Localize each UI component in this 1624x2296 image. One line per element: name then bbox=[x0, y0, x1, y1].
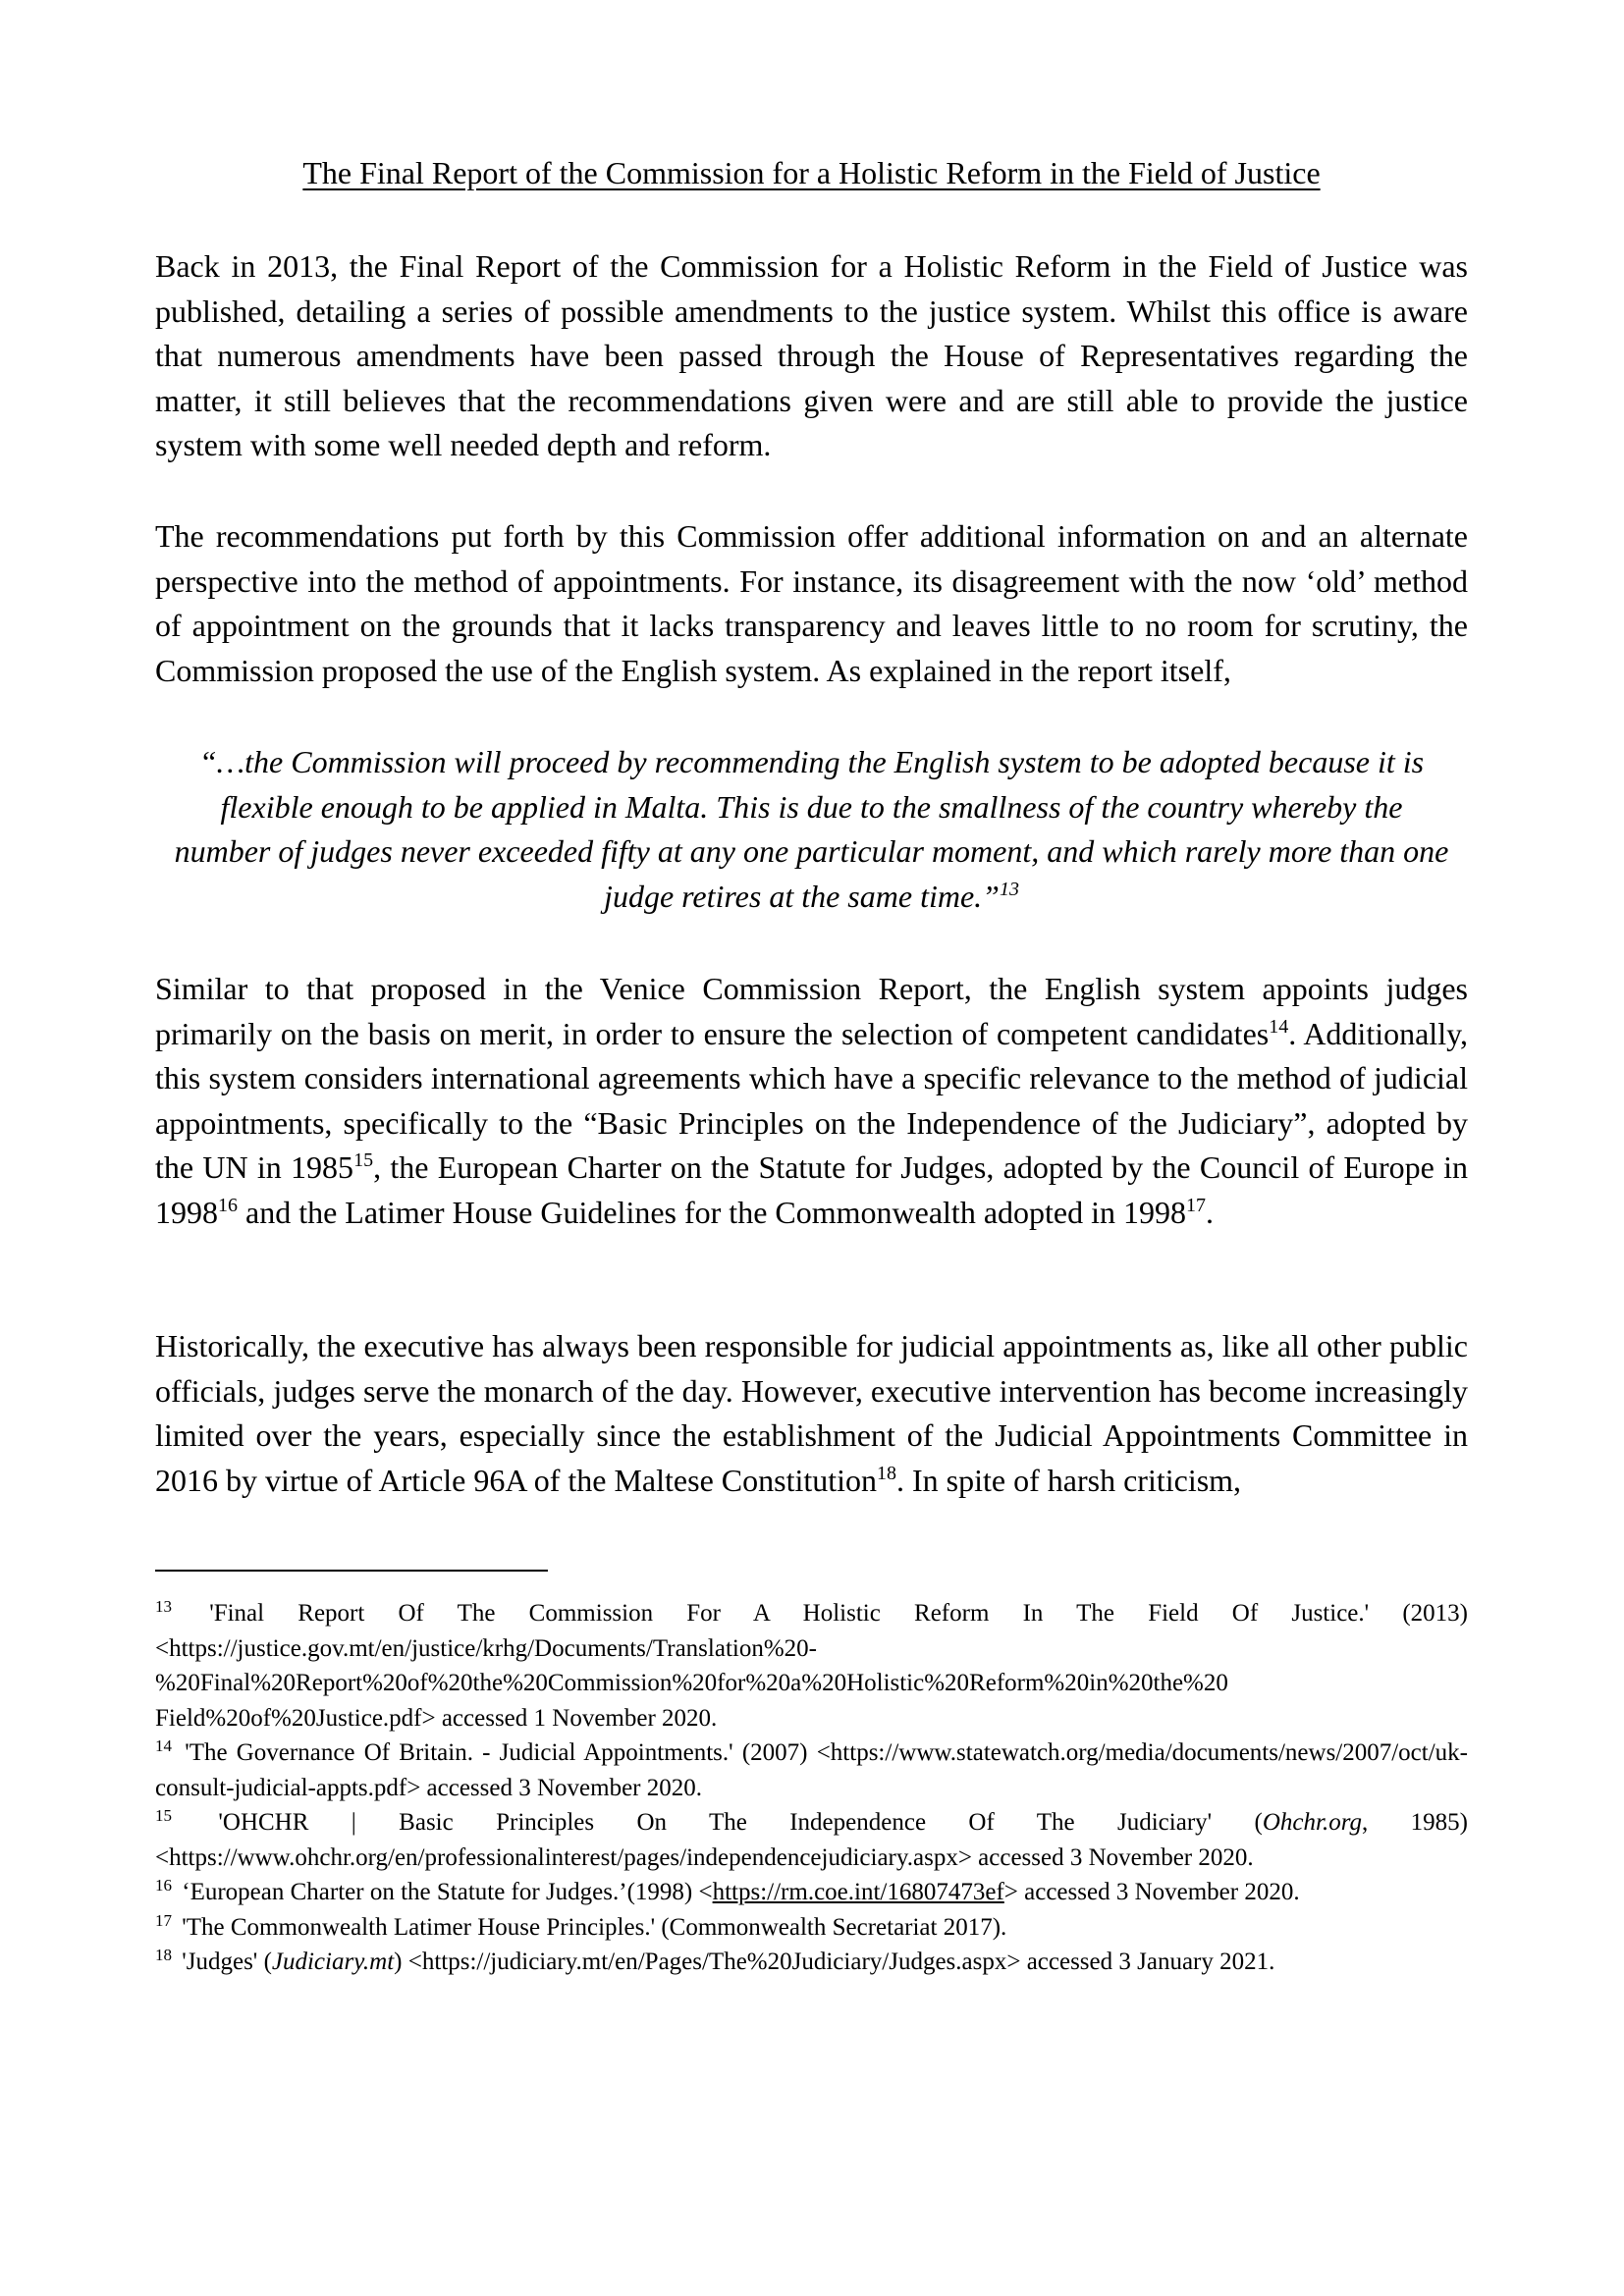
footnote-13 bbox=[155, 1596, 1468, 1735]
paragraph-4-text: Historically, the executive has always been responsible for judicial appointments as, like all other public officials, judges serve the monarch of the day. However, executive intervention has become increasingly limited over the years, especially since the establishment of the Judicial Appointments Committee in 2016 by virtue of Article 96A of the Maltese Constitution bbox=[155, 1328, 1468, 1498]
paragraph-3-text: and the Latimer House Guidelines for the Commonwealth adopted in 1998 bbox=[238, 1194, 1186, 1230]
block-quote bbox=[155, 740, 1468, 919]
footnote-text: 'The Governance Of Britain. - Judicial Appointments.' (2007) <https://www.statewatch.org/media/documents/news/2007/oct/uk-consult-judicial-appts.pdf> accessed 3 November 2020. bbox=[155, 1739, 1468, 1801]
footnote-number: 16 bbox=[155, 1876, 172, 1895]
paragraph-3-text: . bbox=[1206, 1194, 1214, 1230]
paragraph-3-text: , the European Charter on the Statute for Judges, adopted by the Council of Europe in 1998 bbox=[155, 1149, 1469, 1230]
footnote-text: > accessed 3 November 2020. bbox=[1003, 1879, 1300, 1905]
footnote-15 bbox=[155, 1805, 1468, 1875]
footnote-text: ) <https://judiciary.mt/en/Pages/The%20Judiciary/Judges.aspx> accessed 3 January 2021. bbox=[394, 1949, 1275, 1975]
footnote-text: ‘European Charter on the Statute for Judges.’(1998) < bbox=[176, 1879, 713, 1905]
footnote-number: 15 bbox=[155, 1806, 172, 1825]
footnote-ref-18[interactable]: 18 bbox=[877, 1462, 897, 1484]
footnote-link[interactable]: https://rm.coe.int/16807473ef bbox=[712, 1879, 1004, 1905]
footnote-ref-15[interactable]: 15 bbox=[353, 1149, 374, 1171]
footnote-ref-17[interactable]: 17 bbox=[1186, 1194, 1206, 1216]
footnote-17 bbox=[155, 1910, 1468, 1946]
footnote-ref-13[interactable]: 13 bbox=[999, 878, 1019, 900]
footnote-text: 'Final Report Of The Commission For A Holistic Reform In The Field Of Justice.' (2013) <https://justice.gov.mt/en/justice/krhg/Documents/Translation%20- %20Final%20Report%20of%20the%20Commission%20for%20a%20Holistic%20Reform%20in%20the%20 Field%20of%20Justice.pdf> accessed 1 November 2020. bbox=[155, 1600, 1468, 1732]
paragraph-4-text: . In spite of harsh criticism, bbox=[896, 1462, 1242, 1498]
footnote-number: 13 bbox=[155, 1597, 172, 1616]
footnote-18 bbox=[155, 1945, 1468, 1980]
footnote-number: 14 bbox=[155, 1736, 172, 1755]
footnote-text: 'The Commonwealth Latimer House Principles.' (Commonwealth Secretariat 2017). bbox=[176, 1913, 1007, 1941]
footnote-text: , 1985) <https://www.ohchr.org/en/professionalinterest/pages/independencejudiciary.aspx> accessed 3 November 2020. bbox=[155, 1809, 1468, 1871]
paragraph-3-text: Similar to that proposed in the Venice Commission Report, the English system appoints judges primarily on the basis on merit, in order to ensure the selection of competent candidates bbox=[155, 971, 1468, 1051]
footnote-number: 17 bbox=[155, 1910, 172, 1930]
footnote-text: 'Judges' ( bbox=[176, 1949, 272, 1975]
quote-text: “…the Commission will proceed by recommending the English system to be adopted because it is flexible enough to be applied in Malta. This is due to the smallness of the country whereby the number of judges never exceeded fifty at any one particular moment, and which rarely more than one judge retires at the same time.” bbox=[174, 744, 1449, 914]
footnote-separator bbox=[155, 1570, 548, 1572]
paragraph-1: Back in 2013, the Final Report of the Commission for a Holistic Reform in the Field of Justice was published, detailing a series of possible amendments to the justice system. Whilst this office is aware that numerous amendments have been passed through the House of Representatives regarding the matter, it still believes that the recommendations given were and are still able to provide the justice system with some well needed depth and reform. bbox=[155, 248, 1468, 462]
paragraph-2: The recommendations put forth by this Commission offer additional information on and an alternate perspective into the method of appointments. For instance, its disagreement with the now ‘old’ method of appointment on the grounds that it lacks transparency and leaves little to no room for scrutiny, the Commission proposed the use of the English system. As explained in the report itself, bbox=[155, 518, 1468, 688]
paragraph-4 bbox=[155, 1324, 1468, 1503]
paragraph-3 bbox=[155, 967, 1468, 1235]
footnote-number: 18 bbox=[155, 1946, 172, 1964]
footnote-text: 'OHCHR | Basic Principles On The Independence Of The Judiciary' ( bbox=[176, 1809, 1263, 1836]
footnote-source-italic: Ohchr.org bbox=[1262, 1809, 1363, 1836]
footnote-14 bbox=[155, 1735, 1468, 1805]
footnote-16 bbox=[155, 1875, 1468, 1910]
footnote-source-italic: Judiciary.mt bbox=[271, 1949, 395, 1975]
paragraph-3-text: . Additionally, this system considers international agreements which have a specific relevance to the method of judicial appointments, specifically to the “Basic Principles on the Independence of the Judiciary”, adopted by the UN in 1985 bbox=[155, 1015, 1469, 1185]
footnote-ref-16[interactable]: 16 bbox=[218, 1194, 238, 1216]
footnote-ref-14[interactable]: 14 bbox=[1269, 1015, 1289, 1038]
footnotes bbox=[155, 1596, 1468, 1980]
document-title bbox=[155, 153, 1468, 192]
document-title-text: The Final Report of the Commission for a Holistic Reform in the Field of Justice bbox=[302, 155, 1321, 190]
